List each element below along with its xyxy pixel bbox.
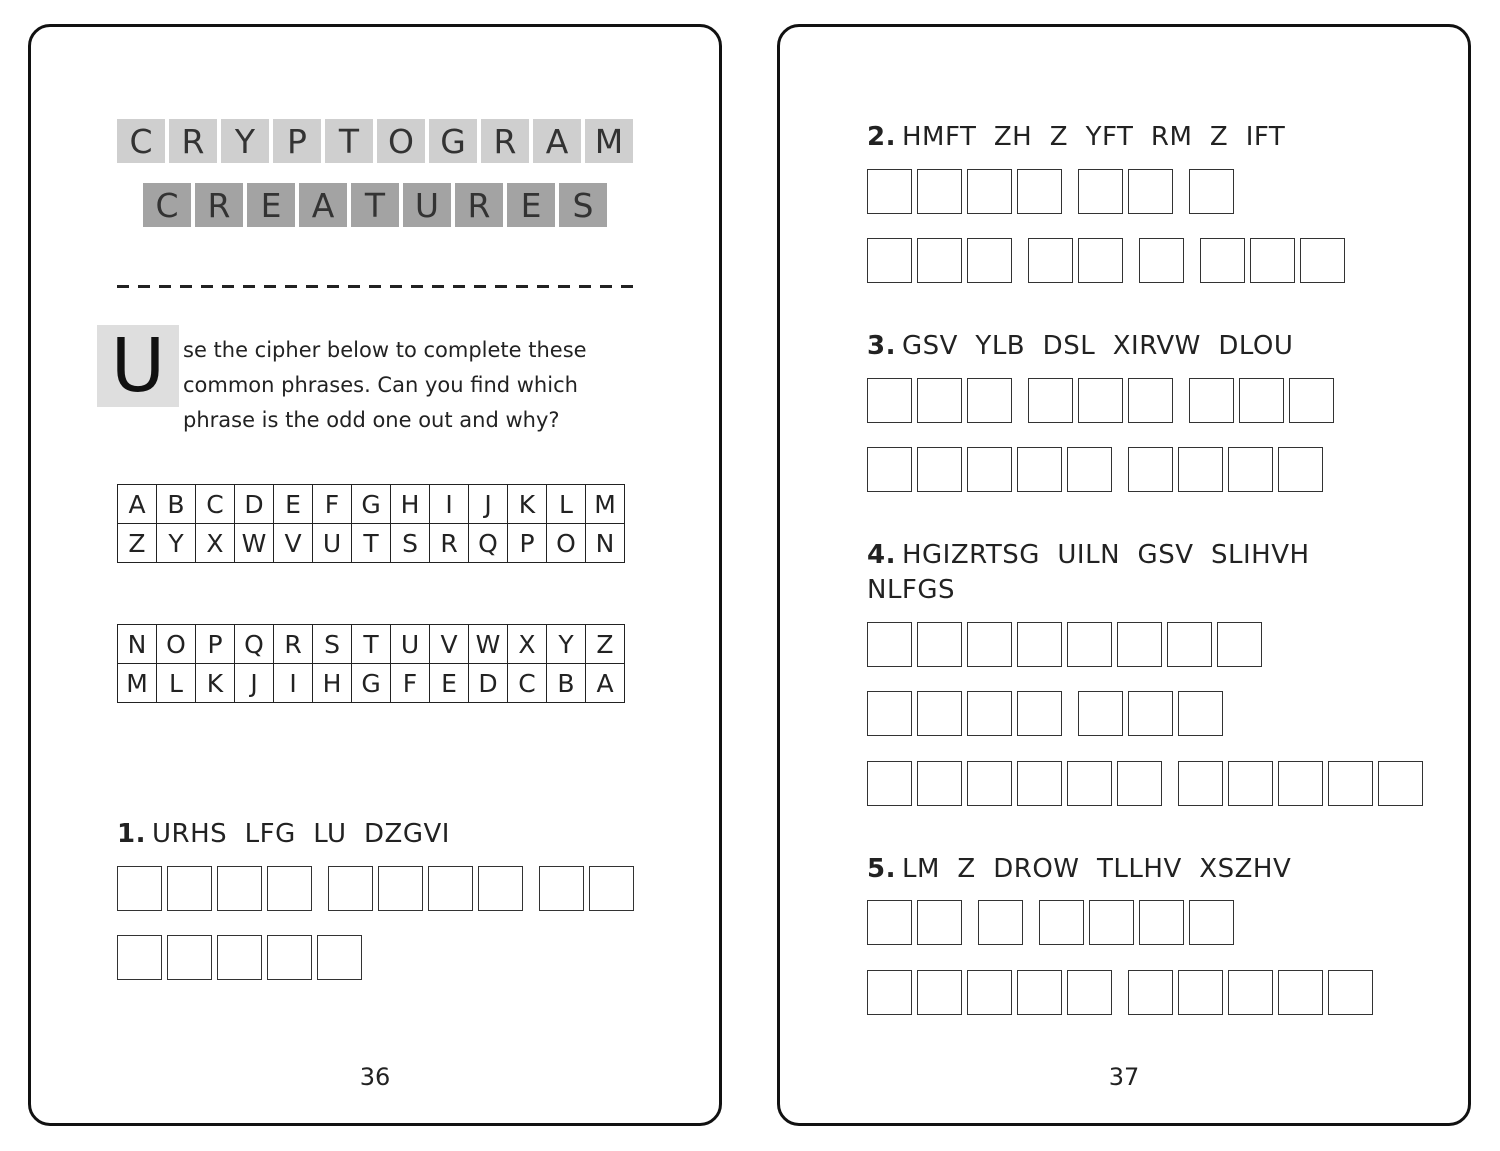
- answer-letter-box[interactable]: [1200, 238, 1245, 283]
- cipher-code-letter: M: [118, 664, 157, 703]
- answer-letter-box[interactable]: [1178, 691, 1223, 736]
- answer-letter-box[interactable]: [167, 935, 212, 980]
- cipher-code-row: [118, 664, 625, 703]
- answer-word: [867, 169, 1062, 214]
- answer-letter-box[interactable]: [1189, 900, 1234, 945]
- title-letter-tile: C: [143, 183, 191, 227]
- cipher-plain-letter: K: [508, 485, 547, 524]
- answer-letter-box[interactable]: [217, 866, 262, 911]
- answer-letter-box[interactable]: [1028, 238, 1073, 283]
- cipher-code-letter: R: [430, 524, 469, 563]
- title-letter-tile: C: [117, 119, 165, 163]
- cipher-code-letter: Q: [469, 524, 508, 563]
- cipher-code-letter: J: [235, 664, 274, 703]
- cipher-plain-letter: Q: [235, 625, 274, 664]
- answer-letter-box[interactable]: [1167, 622, 1212, 667]
- answer-letter-box[interactable]: [1067, 622, 1112, 667]
- cipher-plain-letter: Z: [586, 625, 625, 664]
- cipher-plain-letter: Y: [547, 625, 586, 664]
- puzzle-5-answer-row-1: [867, 900, 1234, 945]
- answer-letter-box[interactable]: [328, 866, 373, 911]
- intro-paragraph: [110, 323, 647, 438]
- puzzle-3-title: [867, 329, 1293, 364]
- intro-text: se the cipher below to complete these common phrases. Can you find which phrase is the odd one out and why?: [183, 338, 587, 432]
- answer-word: [867, 900, 962, 945]
- answer-word: [117, 935, 362, 980]
- answer-word: [117, 866, 312, 911]
- cipher-code-letter: Z: [118, 524, 157, 563]
- title-letter-tile: Y: [221, 119, 269, 163]
- cipher-plain-letter: R: [274, 625, 313, 664]
- answer-letter-box[interactable]: [1300, 238, 1345, 283]
- puzzle-cipher-text: LM Z DROW TLLHV XSZHV: [901, 854, 1292, 884]
- answer-letter-box[interactable]: [1017, 169, 1062, 214]
- answer-word: [867, 691, 1062, 736]
- answer-letter-box[interactable]: [917, 761, 962, 806]
- answer-letter-box[interactable]: [1067, 761, 1112, 806]
- answer-letter-box[interactable]: [378, 866, 423, 911]
- answer-word: [867, 447, 1112, 492]
- title-letter-tile: O: [377, 119, 425, 163]
- answer-letter-box[interactable]: [1067, 447, 1112, 492]
- answer-letter-box[interactable]: [1117, 622, 1162, 667]
- answer-letter-box[interactable]: [967, 169, 1012, 214]
- answer-letter-box[interactable]: [317, 935, 362, 980]
- puzzle-1-answer-row-2: [117, 935, 362, 980]
- cipher-code-letter: W: [235, 524, 274, 563]
- cipher-code-letter: F: [391, 664, 430, 703]
- cipher-plain-letter: U: [391, 625, 430, 664]
- cipher-plain-letter: L: [547, 485, 586, 524]
- cipher-code-letter: I: [274, 664, 313, 703]
- cipher-plain-letter: G: [352, 485, 391, 524]
- answer-letter-box[interactable]: [867, 970, 912, 1015]
- answer-letter-box[interactable]: [917, 447, 962, 492]
- cipher-code-letter: O: [547, 524, 586, 563]
- answer-letter-box[interactable]: [1117, 761, 1162, 806]
- answer-word: [1189, 378, 1334, 423]
- answer-word: [1039, 900, 1234, 945]
- answer-letter-box[interactable]: [1189, 378, 1234, 423]
- answer-letter-box[interactable]: [1017, 447, 1062, 492]
- right-page: [777, 24, 1471, 1126]
- title-letter-tile: R: [195, 183, 243, 227]
- puzzle-cipher-text: HMFT ZH Z YFT RM Z IFT: [901, 122, 1286, 152]
- answer-letter-box[interactable]: [867, 378, 912, 423]
- answer-word: [1178, 761, 1423, 806]
- title-letter-tile: E: [247, 183, 295, 227]
- answer-letter-box[interactable]: [117, 866, 162, 911]
- title-letter-tile: E: [507, 183, 555, 227]
- page-number: 37: [1108, 1063, 1140, 1091]
- puzzle-cipher-text: HGIZRTSG UILN GSV SLIHVH NLFGS: [867, 540, 1328, 605]
- answer-letter-box[interactable]: [1128, 970, 1173, 1015]
- title-line-cryptogram: [31, 119, 719, 163]
- answer-letter-box[interactable]: [1250, 238, 1295, 283]
- answer-letter-box[interactable]: [967, 447, 1012, 492]
- answer-letter-box[interactable]: [978, 900, 1023, 945]
- title-letter-tile: T: [351, 183, 399, 227]
- title-letter-tile: R: [455, 183, 503, 227]
- cipher-code-letter: H: [313, 664, 352, 703]
- cipher-plain-letter: I: [430, 485, 469, 524]
- answer-letter-box[interactable]: [867, 691, 912, 736]
- puzzle-4-answer-row-1: [867, 622, 1262, 667]
- title-letter-tile: M: [585, 119, 633, 163]
- cipher-code-letter: Y: [157, 524, 196, 563]
- answer-word: [867, 238, 1012, 283]
- answer-word: [1028, 238, 1123, 283]
- answer-letter-box[interactable]: [1378, 761, 1423, 806]
- puzzle-5-title: [867, 852, 1291, 887]
- cipher-plain-letter: T: [352, 625, 391, 664]
- answer-letter-box[interactable]: [1017, 691, 1062, 736]
- cipher-code-letter: N: [586, 524, 625, 563]
- answer-letter-box[interactable]: [1278, 761, 1323, 806]
- answer-letter-box[interactable]: [917, 169, 962, 214]
- title-letter-tile: R: [169, 119, 217, 163]
- answer-letter-box[interactable]: [167, 866, 212, 911]
- answer-word: [1189, 169, 1234, 214]
- cipher-plain-letter: V: [430, 625, 469, 664]
- answer-letter-box[interactable]: [1239, 378, 1284, 423]
- puzzle-2-answer-row-1: [867, 169, 1234, 214]
- answer-letter-box[interactable]: [217, 935, 262, 980]
- answer-letter-box[interactable]: [1278, 970, 1323, 1015]
- cipher-plain-row: [118, 625, 625, 664]
- answer-word: [978, 900, 1023, 945]
- answer-word: [1128, 970, 1373, 1015]
- answer-word: [1028, 378, 1173, 423]
- answer-letter-box[interactable]: [1089, 900, 1134, 945]
- cipher-code-letter: P: [508, 524, 547, 563]
- answer-letter-box[interactable]: [117, 935, 162, 980]
- cipher-code-letter: V: [274, 524, 313, 563]
- puzzle-5-answer-row-2: [867, 970, 1373, 1015]
- cipher-code-row: [118, 524, 625, 563]
- answer-letter-box[interactable]: [1228, 447, 1273, 492]
- answer-letter-box[interactable]: [478, 866, 523, 911]
- puzzle-cipher-text: URHS LFG LU DZGVI: [151, 819, 450, 849]
- cipher-plain-letter: X: [508, 625, 547, 664]
- answer-letter-box[interactable]: [967, 378, 1012, 423]
- cipher-code-letter: X: [196, 524, 235, 563]
- title-letter-tile: A: [533, 119, 581, 163]
- answer-word: [867, 378, 1012, 423]
- answer-letter-box[interactable]: [867, 622, 912, 667]
- cipher-plain-letter: B: [157, 485, 196, 524]
- title-line-creatures: [31, 183, 719, 227]
- answer-word: [1078, 169, 1173, 214]
- answer-word: [539, 866, 634, 911]
- cipher-code-letter: K: [196, 664, 235, 703]
- answer-letter-box[interactable]: [867, 900, 912, 945]
- answer-letter-box[interactable]: [1139, 900, 1184, 945]
- answer-letter-box[interactable]: [1289, 378, 1334, 423]
- answer-letter-box[interactable]: [267, 866, 312, 911]
- puzzle-1-answer-row-1: [117, 866, 634, 911]
- answer-word: [867, 622, 1262, 667]
- answer-letter-box[interactable]: [1178, 447, 1223, 492]
- answer-letter-box[interactable]: [1217, 622, 1262, 667]
- title-letter-tile: P: [273, 119, 321, 163]
- answer-letter-box[interactable]: [1039, 900, 1084, 945]
- answer-letter-box[interactable]: [1067, 970, 1112, 1015]
- answer-letter-box[interactable]: [917, 900, 962, 945]
- answer-letter-box[interactable]: [1178, 761, 1223, 806]
- page-number: 36: [359, 1063, 391, 1091]
- answer-letter-box[interactable]: [428, 866, 473, 911]
- answer-letter-box[interactable]: [917, 970, 962, 1015]
- answer-letter-box[interactable]: [1128, 378, 1173, 423]
- answer-letter-box[interactable]: [1328, 761, 1373, 806]
- puzzle-1-title: [117, 817, 450, 852]
- puzzle-number: 4.: [867, 540, 896, 570]
- puzzle-2-title: [867, 120, 1285, 155]
- cipher-code-letter: T: [352, 524, 391, 563]
- title-letter-tile: R: [481, 119, 529, 163]
- answer-letter-box[interactable]: [917, 622, 962, 667]
- puzzle-4-title: [867, 538, 1327, 608]
- answer-letter-box[interactable]: [589, 866, 634, 911]
- answer-letter-box[interactable]: [1128, 447, 1173, 492]
- cipher-plain-letter: H: [391, 485, 430, 524]
- answer-letter-box[interactable]: [1028, 378, 1073, 423]
- title-letter-tile: A: [299, 183, 347, 227]
- answer-word: [1200, 238, 1345, 283]
- puzzle-4-answer-row-2: [867, 691, 1223, 736]
- answer-letter-box[interactable]: [1189, 169, 1234, 214]
- answer-word: [328, 866, 523, 911]
- answer-word: [1078, 691, 1223, 736]
- answer-letter-box[interactable]: [1078, 691, 1123, 736]
- left-page: [28, 24, 722, 1126]
- puzzle-number: 3.: [867, 331, 896, 361]
- cipher-plain-letter: D: [235, 485, 274, 524]
- cipher-code-letter: G: [352, 664, 391, 703]
- answer-letter-box[interactable]: [867, 238, 912, 283]
- cipher-plain-letter: A: [118, 485, 157, 524]
- title-letter-tile: U: [403, 183, 451, 227]
- cipher-plain-letter: N: [118, 625, 157, 664]
- answer-letter-box[interactable]: [1228, 761, 1273, 806]
- answer-letter-box[interactable]: [917, 378, 962, 423]
- answer-letter-box[interactable]: [1017, 970, 1062, 1015]
- answer-letter-box[interactable]: [1128, 691, 1173, 736]
- answer-letter-box[interactable]: [1328, 970, 1373, 1015]
- answer-letter-box[interactable]: [967, 622, 1012, 667]
- answer-letter-box[interactable]: [1228, 970, 1273, 1015]
- cipher-code-letter: L: [157, 664, 196, 703]
- answer-letter-box[interactable]: [967, 238, 1012, 283]
- puzzle-cipher-text: GSV YLB DSL XIRVW DLOU: [901, 331, 1294, 361]
- puzzle-2-answer-row-2: [867, 238, 1345, 283]
- answer-letter-box[interactable]: [267, 935, 312, 980]
- cipher-code-letter: S: [391, 524, 430, 563]
- title-letter-tile: S: [559, 183, 607, 227]
- puzzle-number: 5.: [867, 854, 896, 884]
- cipher-plain-letter: E: [274, 485, 313, 524]
- answer-letter-box[interactable]: [867, 761, 912, 806]
- answer-letter-box[interactable]: [967, 761, 1012, 806]
- cipher-plain-letter: M: [586, 485, 625, 524]
- answer-word: [1128, 447, 1323, 492]
- cipher-plain-letter: O: [157, 625, 196, 664]
- answer-letter-box[interactable]: [1078, 238, 1123, 283]
- cipher-plain-letter: P: [196, 625, 235, 664]
- cipher-code-letter: E: [430, 664, 469, 703]
- cipher-code-letter: A: [586, 664, 625, 703]
- puzzle-number: 1.: [117, 819, 146, 849]
- drop-cap: U: [97, 325, 179, 407]
- cipher-plain-letter: F: [313, 485, 352, 524]
- puzzle-number: 2.: [867, 122, 896, 152]
- cipher-table-n-z: [117, 624, 625, 703]
- answer-letter-box[interactable]: [1128, 169, 1173, 214]
- answer-letter-box[interactable]: [1139, 238, 1184, 283]
- cipher-code-letter: C: [508, 664, 547, 703]
- answer-word: [867, 761, 1162, 806]
- puzzle-3-answer-row-2: [867, 447, 1323, 492]
- answer-letter-box[interactable]: [539, 866, 584, 911]
- answer-letter-box[interactable]: [1178, 970, 1223, 1015]
- answer-letter-box[interactable]: [917, 238, 962, 283]
- cipher-code-letter: B: [547, 664, 586, 703]
- answer-letter-box[interactable]: [1078, 378, 1123, 423]
- cipher-code-letter: D: [469, 664, 508, 703]
- answer-letter-box[interactable]: [967, 691, 1012, 736]
- answer-letter-box[interactable]: [1278, 447, 1323, 492]
- puzzle-3-answer-row-1: [867, 378, 1334, 423]
- answer-letter-box[interactable]: [1017, 761, 1062, 806]
- cipher-plain-letter: S: [313, 625, 352, 664]
- cipher-plain-letter: C: [196, 485, 235, 524]
- dashed-divider: [117, 285, 639, 288]
- cipher-plain-row: [118, 485, 625, 524]
- answer-letter-box[interactable]: [1017, 622, 1062, 667]
- answer-letter-box[interactable]: [867, 169, 912, 214]
- title-letter-tile: T: [325, 119, 373, 163]
- cipher-plain-letter: J: [469, 485, 508, 524]
- answer-letter-box[interactable]: [917, 691, 962, 736]
- answer-letter-box[interactable]: [867, 447, 912, 492]
- answer-letter-box[interactable]: [967, 970, 1012, 1015]
- answer-letter-box[interactable]: [1078, 169, 1123, 214]
- cipher-table-a-m: [117, 484, 625, 563]
- puzzle-4-answer-row-3: [867, 761, 1423, 806]
- answer-word: [1139, 238, 1184, 283]
- title-letter-tile: G: [429, 119, 477, 163]
- answer-word: [867, 970, 1112, 1015]
- cipher-code-letter: U: [313, 524, 352, 563]
- cipher-plain-letter: W: [469, 625, 508, 664]
